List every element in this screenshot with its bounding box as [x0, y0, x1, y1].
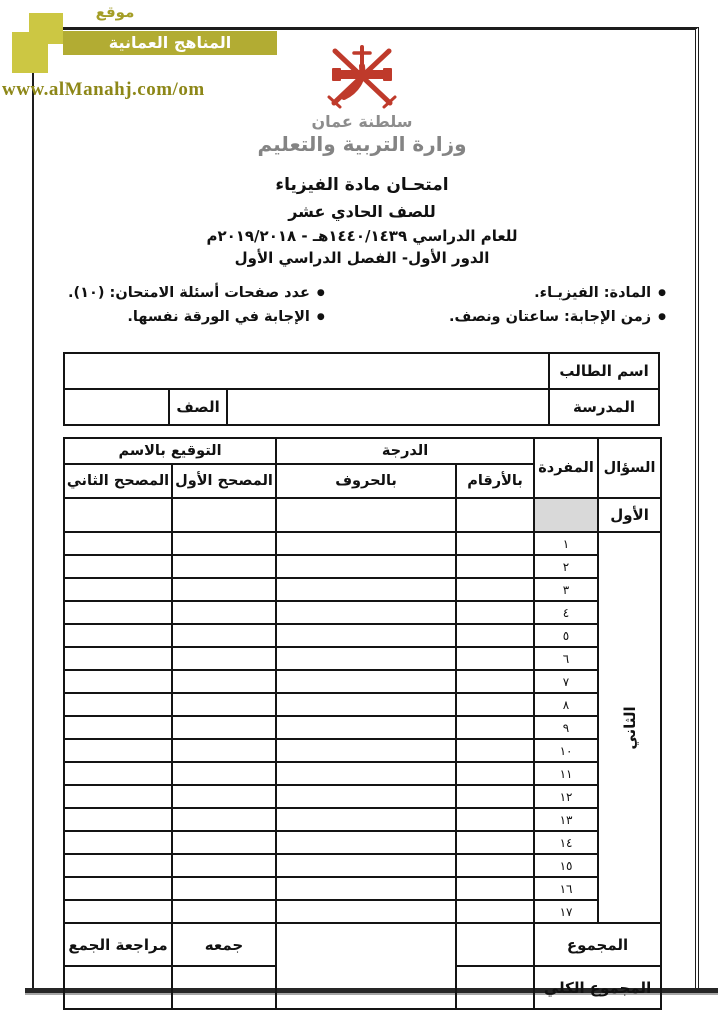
- student-name-label: اسم الطالب: [549, 353, 659, 389]
- sum-review-cell: مراجعة الجمع: [64, 923, 172, 966]
- signature-group-header: التوقيع بالاسم: [64, 438, 276, 464]
- marker1-sign-cell: [172, 498, 276, 532]
- score-letters-cell: [276, 601, 456, 624]
- score-letters-cell: [276, 854, 456, 877]
- question-first-label: الأول: [598, 498, 661, 532]
- student-name-field: [64, 353, 549, 389]
- score-letters-cell: [276, 670, 456, 693]
- marker2-sign-cell: [64, 670, 172, 693]
- score-numbers-cell: [456, 532, 534, 555]
- item-number-cell: ١٥: [534, 854, 598, 877]
- score-numbers-cell: [456, 670, 534, 693]
- score-letters-cell: [276, 693, 456, 716]
- marker1-sign-cell: [172, 877, 276, 900]
- score-letters-cell: [276, 877, 456, 900]
- bullet-duration: [449, 309, 666, 325]
- score-numbers-cell: [456, 877, 534, 900]
- student-name-row: [64, 353, 659, 389]
- score-letters-cell: [276, 647, 456, 670]
- item-number-cell: ١: [534, 532, 598, 555]
- score-numbers-cell: [456, 716, 534, 739]
- score-numbers-cell: [456, 785, 534, 808]
- item-column-header: المفردة: [534, 438, 598, 498]
- marker1-sign-cell: [172, 578, 276, 601]
- bullet-dot-icon: ●: [316, 287, 325, 298]
- marker2-sign-cell: [64, 808, 172, 831]
- grade-group-header: الدرجة: [276, 438, 534, 464]
- school-row: [64, 389, 659, 425]
- score-numbers-cell: [456, 854, 534, 877]
- marker2-sign-cell: [64, 647, 172, 670]
- total-row: [64, 923, 661, 966]
- item-row: [64, 670, 661, 693]
- grade-letters-header: بالحروف: [276, 464, 456, 498]
- item-row: [64, 808, 661, 831]
- marker2-sign-cell: [64, 854, 172, 877]
- bullet-duration-text: زمن الإجابة: ساعتان ونصف.: [449, 309, 652, 325]
- item-row: [64, 762, 661, 785]
- item-number-cell: ٥: [534, 624, 598, 647]
- item-shaded-cell: [534, 498, 598, 532]
- score-numbers-cell: [456, 693, 534, 716]
- item-number-cell: ٤: [534, 601, 598, 624]
- bullet-pages-text: عدد صفحات أسئلة الامتحان: (١٠).: [68, 285, 310, 301]
- logo-site-url: www.alManahj.com/om: [2, 79, 205, 100]
- logo-block-icon: [12, 32, 48, 73]
- item-row: [64, 555, 661, 578]
- item-row: [64, 624, 661, 647]
- marker1-sign-cell: [172, 900, 276, 923]
- item-number-cell: ١٣: [534, 808, 598, 831]
- item-row: [64, 900, 661, 923]
- item-row: [64, 532, 661, 555]
- marks-table: [63, 437, 662, 1010]
- total-numbers-cell: [456, 923, 534, 966]
- marker2-sign-cell: [64, 716, 172, 739]
- item-row: [64, 831, 661, 854]
- marker1-sign-cell: [172, 831, 276, 854]
- score-numbers-cell: [456, 762, 534, 785]
- grade-line: للصف الحادي عشر: [288, 202, 436, 221]
- score-numbers-cell: [456, 808, 534, 831]
- item-row: [64, 785, 661, 808]
- score-numbers-cell: [456, 831, 534, 854]
- marker1-sign-cell: [172, 647, 276, 670]
- item-number-cell: ٧: [534, 670, 598, 693]
- bullet-subject: [449, 285, 666, 301]
- marker2-sign-cell: [64, 498, 172, 532]
- bullet-column-left: [68, 285, 325, 325]
- item-row: [64, 693, 661, 716]
- item-row: [64, 739, 661, 762]
- score-letters-cell: [276, 532, 456, 555]
- bullet-answer-sheet-text: الإجابة في الورقة نفسها.: [127, 309, 310, 325]
- question-second-cell: [598, 532, 661, 923]
- marker2-sign-cell: [64, 555, 172, 578]
- marker2-sign-cell: [64, 739, 172, 762]
- grade-numbers-header: بالأرقام: [456, 464, 534, 498]
- marker2-sign-cell: [64, 877, 172, 900]
- score-letters-cell: [276, 498, 456, 532]
- score-numbers-cell: [456, 900, 534, 923]
- marker1-sign-cell: [172, 670, 276, 693]
- marker1-sign-cell: [172, 785, 276, 808]
- exam-info-bullets: [68, 285, 666, 325]
- marker2-sign-cell: [64, 762, 172, 785]
- item-row: [64, 601, 661, 624]
- item-number-cell: ٦: [534, 647, 598, 670]
- exam-round-line: الدور الأول- الفصل الدراسي الأول: [234, 249, 490, 267]
- oman-national-emblem-icon: [319, 44, 405, 110]
- item-number-cell: ١٤: [534, 831, 598, 854]
- marker1-sign-cell: [172, 854, 276, 877]
- marker2-sign-cell: [64, 601, 172, 624]
- marker1-sign-cell: [172, 716, 276, 739]
- added-by-cell: جمعه: [172, 923, 276, 966]
- score-numbers-cell: [456, 498, 534, 532]
- item-number-cell: ٢: [534, 555, 598, 578]
- score-letters-cell: [276, 716, 456, 739]
- score-letters-cell: [276, 785, 456, 808]
- ministry-name: وزارة التربية والتعليم: [257, 132, 467, 156]
- item-number-cell: ١٧: [534, 900, 598, 923]
- marker2-sign-cell: [64, 785, 172, 808]
- bullet-pages: [68, 285, 325, 301]
- marker1-sign-cell: [172, 762, 276, 785]
- marker1-sign-cell: [172, 532, 276, 555]
- marker1-header: المصحح الأول: [172, 464, 276, 498]
- bullet-dot-icon: ●: [658, 311, 666, 322]
- marker2-sign-cell: [64, 578, 172, 601]
- marker2-empty-cell: [64, 966, 172, 1009]
- school-field: [227, 389, 549, 425]
- bullet-answer-sheet: [68, 309, 325, 325]
- bullet-dot-icon: ●: [658, 287, 666, 298]
- marker2-sign-cell: [64, 831, 172, 854]
- item-row: [64, 877, 661, 900]
- question-second-label: الثاني: [620, 705, 639, 750]
- score-letters-cell: [276, 762, 456, 785]
- score-numbers-cell: [456, 601, 534, 624]
- marker2-sign-cell: [64, 693, 172, 716]
- marker2-sign-cell: [64, 900, 172, 923]
- item-number-cell: ٨: [534, 693, 598, 716]
- score-numbers-cell: [456, 624, 534, 647]
- grand-total-numbers-cell: [456, 966, 534, 1009]
- logo-site-name: المناهج العمانية: [63, 31, 277, 55]
- class-field: [64, 389, 169, 425]
- country-name: سلطنة عمان: [311, 112, 413, 131]
- exam-title: امتحـان مادة الفيزياء: [275, 175, 449, 195]
- marker1-sign-cell: [172, 693, 276, 716]
- item-row: [64, 647, 661, 670]
- bullet-column-right: [449, 285, 666, 325]
- grand-total-label: المجموع الكلي: [534, 966, 661, 1009]
- total-label: المجموع: [534, 923, 661, 966]
- score-letters-cell: [276, 900, 456, 923]
- school-label: المدرسة: [549, 389, 659, 425]
- item-number-cell: ١٠: [534, 739, 598, 762]
- score-numbers-cell: [456, 555, 534, 578]
- bullet-subject-text: المادة: الفيزيـاء.: [534, 285, 652, 301]
- item-number-cell: ١٦: [534, 877, 598, 900]
- item-number-cell: ٩: [534, 716, 598, 739]
- item-row: [64, 854, 661, 877]
- marker1-sign-cell: [172, 808, 276, 831]
- item-row: [64, 716, 661, 739]
- marker1-sign-cell: [172, 555, 276, 578]
- score-letters-cell: [276, 578, 456, 601]
- score-numbers-cell: [456, 647, 534, 670]
- logo-site-word: موقع: [95, 3, 135, 21]
- marker1-sign-cell: [172, 739, 276, 762]
- marks-header-row-1: [64, 438, 661, 464]
- item-row: [64, 578, 661, 601]
- score-letters-cell: [276, 808, 456, 831]
- academic-year-line: للعام الدراسي ١٤٤٠/١٤٣٩هـ - ٢٠١٩/٢٠١٨م: [206, 227, 518, 245]
- total-letters-cell: [276, 923, 456, 1009]
- item-number-cell: ١٢: [534, 785, 598, 808]
- bullet-dot-icon: ●: [316, 311, 325, 322]
- score-numbers-cell: [456, 739, 534, 762]
- score-letters-cell: [276, 739, 456, 762]
- student-info-table: [63, 352, 660, 426]
- marker1-sign-cell: [172, 624, 276, 647]
- score-letters-cell: [276, 624, 456, 647]
- score-numbers-cell: [456, 578, 534, 601]
- marker1-empty-cell: [172, 966, 276, 1009]
- marker2-sign-cell: [64, 532, 172, 555]
- question-first-row: [64, 498, 661, 532]
- score-letters-cell: [276, 831, 456, 854]
- class-label: الصف: [169, 389, 227, 425]
- question-column-header: السؤال: [598, 438, 661, 498]
- marker2-header: المصحح الثاني: [64, 464, 172, 498]
- score-letters-cell: [276, 555, 456, 578]
- item-number-cell: ١١: [534, 762, 598, 785]
- item-number-cell: ٣: [534, 578, 598, 601]
- marker2-sign-cell: [64, 624, 172, 647]
- marker1-sign-cell: [172, 601, 276, 624]
